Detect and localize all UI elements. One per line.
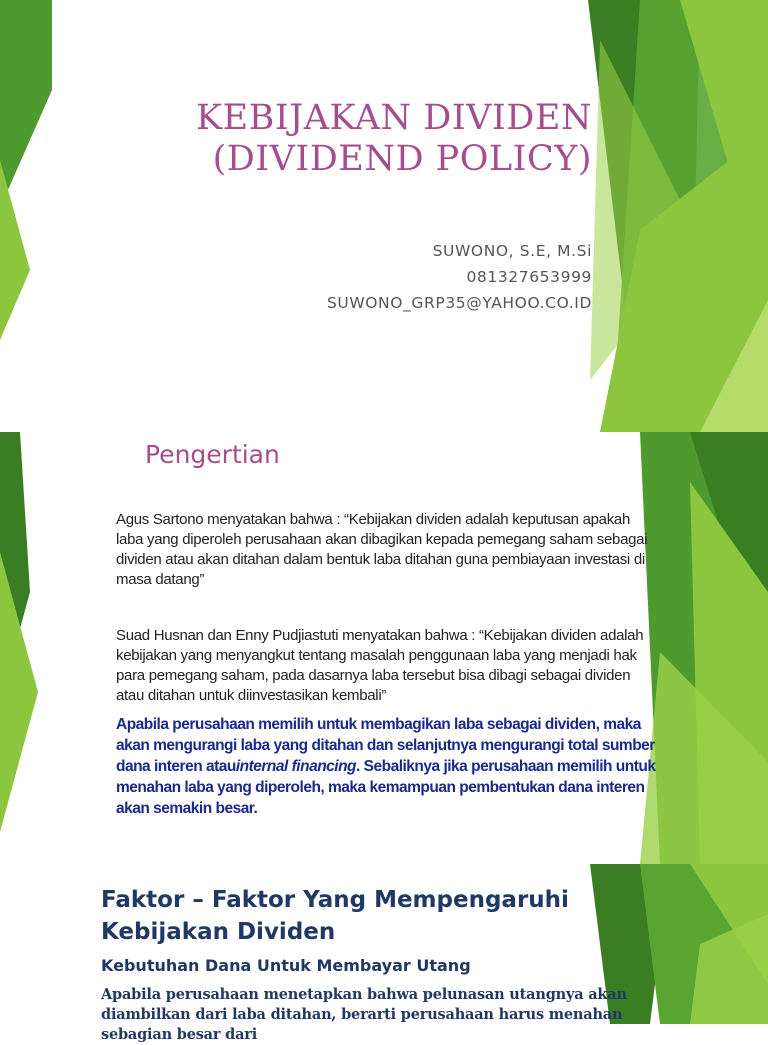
definition-paragraph-3 — [116, 714, 661, 819]
factors-heading: Faktor – Faktor Yang Mempengaruhi Kebijakan Dividen — [101, 887, 569, 945]
para3-italic-term: internal financing — [235, 758, 357, 775]
factors-slide — [0, 864, 768, 1043]
definition-paragraph-1: Agus Sartono menyatakan bahwa : “Kebijakan dividen adalah keputusan apakah laba yang diperoleh perusahaan akan dibagikan kepada pemegang saham sebagai dividen atau akan ditahan dalam bentuk laba ditahan guna pembiayaan investasi di masa datang” — [116, 511, 648, 588]
presentation-title — [32, 98, 592, 180]
definition-paragraph-2: Suad Husnan dan Enny Pudjiastuti menyatakan bahwa : “Kebijakan dividen adalah kebijakan yang menyangkut tentang masalah penggunaan laba yang menjadi hak para pemegang saham, pada dasarnya laba tersebut bisa dibagi sebagai dividen atau ditahan untuk diinvestasikan kembali” — [116, 627, 644, 704]
definition-slide — [0, 432, 768, 864]
section-heading: Pengertian — [145, 440, 280, 469]
factor-paragraph: Apabila perusahaan menetapkan bahwa pelunasan utangnya akan diambilkan dari laba ditahan, berarti perusahaan harus menahan sebagian besar dari — [101, 986, 627, 1043]
factor-subheading: Kebutuhan Dana Untuk Membayar Utang — [101, 956, 471, 975]
author-phone: 081327653999 — [466, 268, 592, 286]
para3-text-start: Apabila perusahaan memilih untuk membagikan laba sebagai dividen, maka akan mengurangi laba yang ditahan dan selanjutnya mengurangi total sumber dana interen atau — [116, 716, 655, 775]
title-slide — [0, 0, 768, 432]
title-line-2: (DIVIDEND POLICY) — [212, 139, 592, 179]
green-triangles-decoration — [0, 0, 768, 432]
title-line-1: KEBIJAKAN DIVIDEN — [195, 98, 592, 138]
author-name: SUWONO, S.E, M.Si — [432, 242, 592, 260]
author-block — [32, 238, 592, 316]
author-email: SUWONO_GRP35@YAHOO.CO.ID — [326, 294, 592, 312]
para3-text-end: . Sebaliknya jika perusahaan memilih untuk menahan laba yang diperoleh, maka kemampuan pembentukan dana interen akan semakin besar. — [116, 758, 656, 817]
